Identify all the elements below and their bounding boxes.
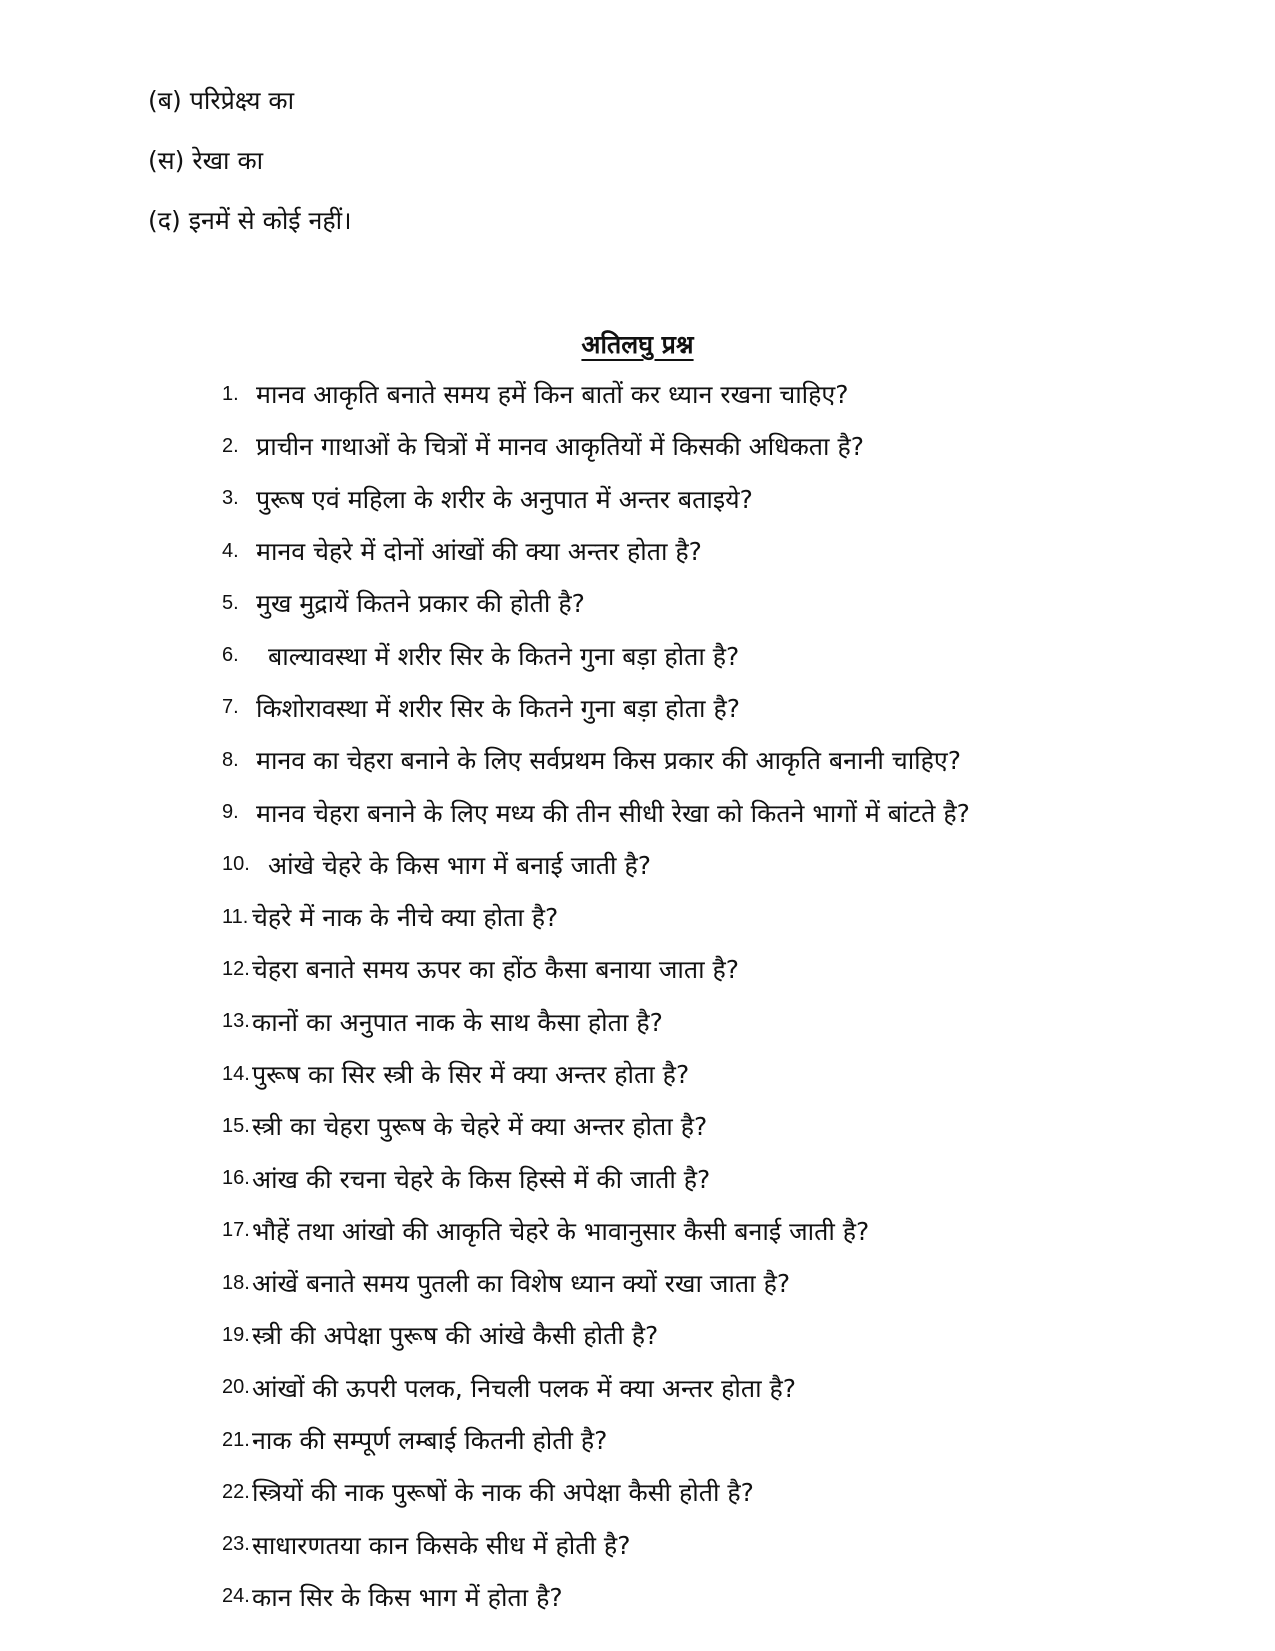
question-number: 17. [222, 1219, 250, 1242]
question-text: चेहरा बनाते समय ऊपर का होंठ कैसा बनाया जाता है? [252, 955, 740, 985]
question-text: कान सिर के किस भाग में होता है? [252, 1582, 563, 1612]
question-item [222, 1100, 1262, 1152]
question-text: आंखें बनाते समय पुतली का विशेष ध्यान क्यों रखा जाता है? [252, 1269, 791, 1299]
question-number: 7. [222, 696, 239, 719]
question-number: 11. [222, 905, 249, 928]
option-b: (ब) परिप्रेक्ष्य का [148, 86, 295, 115]
question-number: 8. [222, 748, 239, 771]
question-item [222, 525, 1262, 577]
question-number: 21. [222, 1428, 250, 1451]
question-number: 14. [222, 1062, 250, 1085]
question-item [222, 1152, 1262, 1204]
section-title: अतिलघु प्रश्न [581, 330, 694, 359]
question-item [222, 1571, 1262, 1623]
question-text: मानव का चेहरा बनाने के लिए सर्वप्रथम किस प्रकार की आकृति बनानी चाहिए? [256, 746, 962, 776]
question-text: स्त्रियों की नाक पुरूषों के नाक की अपेक्षा कैसी होती है? [252, 1478, 754, 1508]
question-number: 20. [222, 1376, 250, 1399]
option-d: (द) इनमें से कोई नहीं। [148, 206, 352, 235]
answer-options [148, 82, 352, 262]
question-text: मानव चेहरा बनाने के लिए मध्य की तीन सीधी रेखा को कितने भागों में बांटते है? [256, 798, 970, 828]
question-text: मानव आकृति बनाते समय हमें किन बातों कर ध्यान रखना चाहिए? [256, 380, 849, 410]
question-item [222, 1309, 1262, 1361]
question-item [222, 473, 1262, 525]
question-number: 19. [222, 1323, 250, 1346]
question-item [222, 368, 1262, 420]
question-number: 6. [222, 644, 239, 667]
question-number: 4. [222, 539, 239, 562]
question-number: 3. [222, 487, 239, 510]
question-number: 2. [222, 434, 239, 457]
question-text: मुख मुद्रायें कितने प्रकार की होती है? [256, 589, 585, 619]
question-item [222, 577, 1262, 629]
question-item [222, 734, 1262, 786]
question-item [222, 1414, 1262, 1466]
question-item [222, 786, 1262, 838]
question-number: 16. [222, 1167, 250, 1190]
question-number: 22. [222, 1480, 250, 1503]
question-item [222, 420, 1262, 472]
question-item [222, 629, 1262, 681]
question-item [222, 1257, 1262, 1309]
question-item [222, 1362, 1262, 1414]
question-number: 5. [222, 591, 239, 614]
question-text: बाल्यावस्था में शरीर सिर के कितने गुना बड़ा होता है? [268, 641, 740, 671]
question-item [222, 1466, 1262, 1518]
question-text: आंखों की ऊपरी पलक, निचली पलक में क्या अन्तर होता है? [252, 1373, 797, 1403]
question-number: 18. [222, 1271, 250, 1294]
question-item [222, 839, 1262, 891]
question-text: पुरूष का सिर स्त्री के सिर में क्या अन्तर होता है? [252, 1060, 690, 1089]
question-item [222, 682, 1262, 734]
question-number: 23. [222, 1533, 250, 1556]
question-text: स्त्री की अपेक्षा पुरूष की आंखे कैसी होती है? [252, 1321, 659, 1351]
question-text: मानव चेहरे में दोनों आंखों की क्या अन्तर होता है? [256, 537, 702, 567]
question-text: साधारणतया कान किसके सीध में होती है? [252, 1530, 631, 1560]
question-number: 1. [222, 382, 239, 405]
question-text: किशोरावस्था में शरीर सिर के कितने गुना बड़ा होता है? [256, 693, 740, 723]
question-item [222, 996, 1262, 1048]
question-text: कानों का अनुपात नाक के साथ कैसा होता है? [252, 1007, 663, 1037]
question-text: आंख की रचना चेहरे के किस हिस्से में की जाती है? [252, 1164, 711, 1194]
question-text: नाक की सम्पूर्ण लम्बाई कितनी होती है? [252, 1426, 608, 1456]
question-item [222, 943, 1262, 995]
question-text: स्त्री का चेहरा पुरूष के चेहरे में क्या अन्तर होता है? [252, 1112, 708, 1142]
question-item [222, 1205, 1262, 1257]
question-number: 15. [222, 1114, 250, 1137]
question-item [222, 1519, 1262, 1571]
question-text: पुरूष एवं महिला के शरीर के अनुपात में अन्तर बताइये? [256, 484, 753, 514]
question-number: 13. [222, 1010, 250, 1033]
question-number: 10. [222, 853, 250, 876]
question-item [222, 891, 1262, 943]
question-text: प्राचीन गाथाओं के चित्रों में मानव आकृतियों में किसकी अधिकता है? [256, 432, 864, 462]
question-list [222, 368, 1262, 1623]
question-text: आंखे चेहरे के किस भाग में बनाई जाती है? [268, 850, 651, 880]
question-item [222, 1048, 1262, 1100]
question-text: भौहें तथा आंखो की आकृति चेहरे के भावानुसार कैसी बनाई जाती है? [252, 1216, 870, 1246]
question-number: 24. [222, 1585, 250, 1608]
question-number: 12. [222, 957, 250, 980]
option-s: (स) रेखा का [148, 146, 264, 175]
question-number: 9. [222, 801, 239, 824]
question-text: चेहरे में नाक के नीचे क्या होता है? [252, 903, 559, 933]
